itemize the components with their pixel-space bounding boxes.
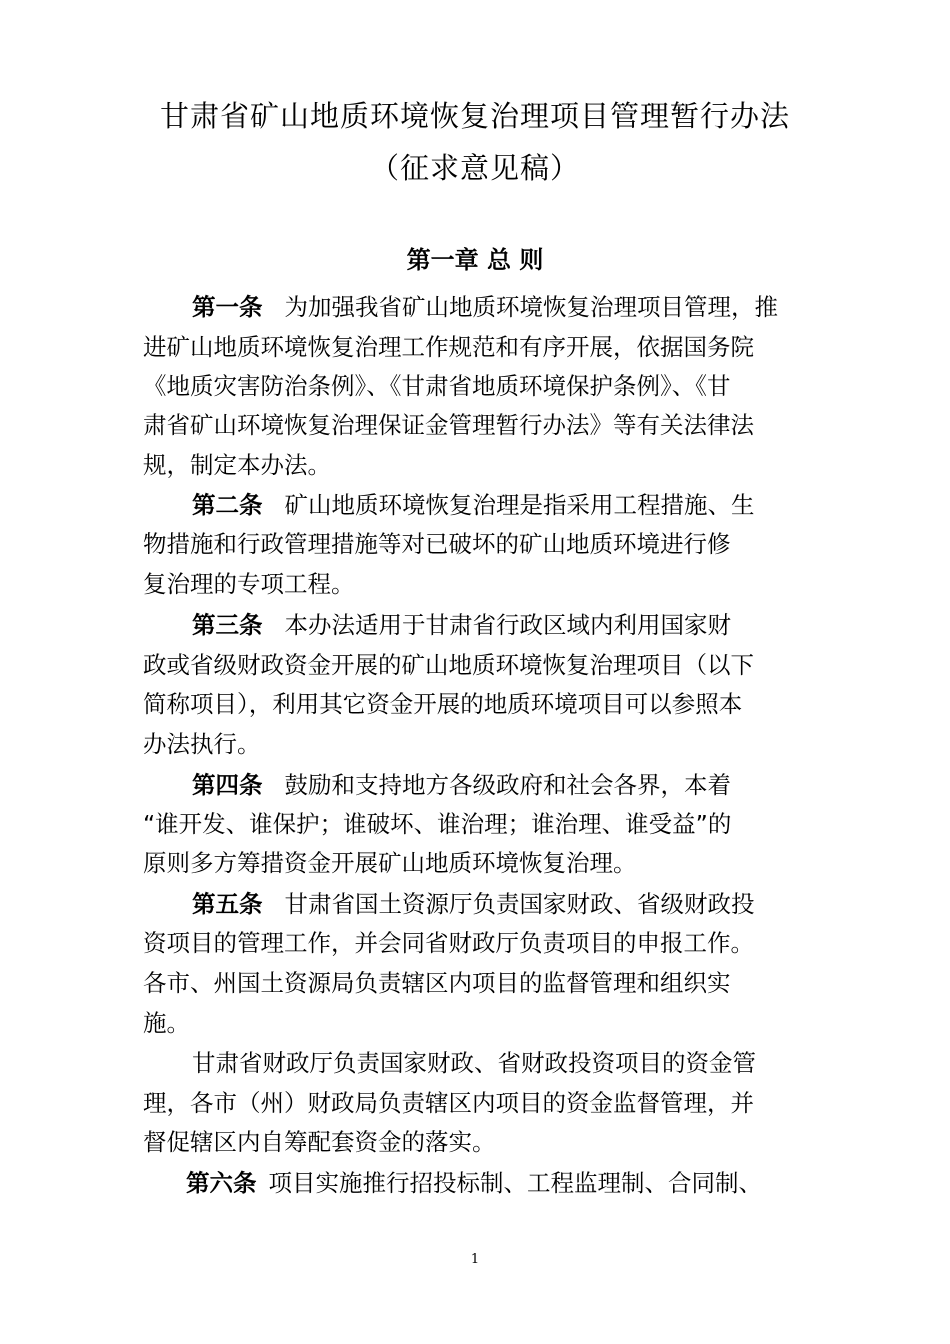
article-5-text: 甘肃省国土资源厅负责国家财政、省级财政投: [284, 890, 755, 918]
article-3-label: 第三条: [192, 611, 263, 639]
article-1-line-4: 肃省矿山环境恢复治理保证金管理暂行办法》等有关法律法: [143, 411, 754, 439]
chapter-heading: 第一章 总 则: [406, 246, 544, 274]
article-2-line-2: 物措施和行政管理措施等对已破坏的矿山地质环境进行修: [143, 530, 731, 558]
article-5-para-2-line-2: 理，各市（州）财政局负责辖区内项目的资金监督管理，并: [143, 1089, 754, 1117]
article-4-label: 第四条: [192, 771, 263, 799]
article-1-line-1: [192, 293, 778, 321]
article-5-line-4: 施。: [143, 1009, 190, 1037]
article-5-line-2: 资项目的管理工作，并会同省财政厅负责项目的申报工作。: [143, 929, 754, 957]
article-1-line-2: 进矿山地质环境恢复治理工作规范和有序开展，依据国务院: [143, 333, 754, 361]
article-2-text: 矿山地质环境恢复治理是指采用工程措施、生: [284, 491, 755, 519]
article-5-line-1: [192, 890, 755, 918]
article-3-text: 本办法适用于甘肃省行政区域内利用国家财: [284, 611, 731, 639]
article-5-label: 第五条: [192, 890, 263, 918]
article-2-line-3: 复治理的专项工程。: [143, 570, 355, 598]
article-1-label: 第一条: [192, 293, 263, 321]
article-5-para-2-line-3: 督促辖区内自筹配套资金的落实。: [143, 1128, 496, 1156]
article-6-line-1: [186, 1169, 762, 1197]
article-6-label: 第六条: [186, 1169, 257, 1197]
article-4-line-2: “谁开发、谁保护；谁破坏、谁治理；谁治理、谁受益”的: [143, 810, 732, 838]
document-title: 甘肃省矿山地质环境恢复治理项目管理暂行办法: [159, 99, 790, 133]
article-3-line-2: 政或省级财政资金开展的矿山地质环境恢复治理项目（以下: [143, 651, 754, 679]
article-3-line-4: 办法执行。: [143, 730, 261, 758]
article-3-line-3: 简称项目），利用其它资金开展的地质环境项目可以参照本: [143, 690, 743, 718]
page-number: 1: [470, 1252, 480, 1267]
article-5-para-2-line-1: 甘肃省财政厅负责国家财政、省财政投资项目的资金管: [192, 1049, 756, 1077]
article-6-text: 项目实施推行招投标制、工程监理制、合同制、: [268, 1169, 762, 1197]
document-subtitle: （征求意见稿）: [369, 151, 580, 185]
article-1-line-3: 《地质灾害防治条例》、《甘肃省地质环境保护条例》、《甘: [143, 372, 731, 400]
article-5-line-3: 各市、州国土资源局负责辖区内项目的监督管理和组织实: [143, 969, 731, 997]
article-1-line-5: 规，制定本办法。: [143, 451, 331, 479]
article-3-line-1: [192, 611, 731, 639]
article-2-label: 第二条: [192, 491, 263, 519]
article-1-text: 为加强我省矿山地质环境恢复治理项目管理，推: [284, 293, 778, 321]
article-4-line-3: 原则多方筹措资金开展矿山地质环境恢复治理。: [143, 849, 637, 877]
article-2-line-1: [192, 491, 755, 519]
article-4-text: 鼓励和支持地方各级政府和社会各界，本着: [284, 771, 731, 799]
article-4-line-1: [192, 771, 731, 799]
